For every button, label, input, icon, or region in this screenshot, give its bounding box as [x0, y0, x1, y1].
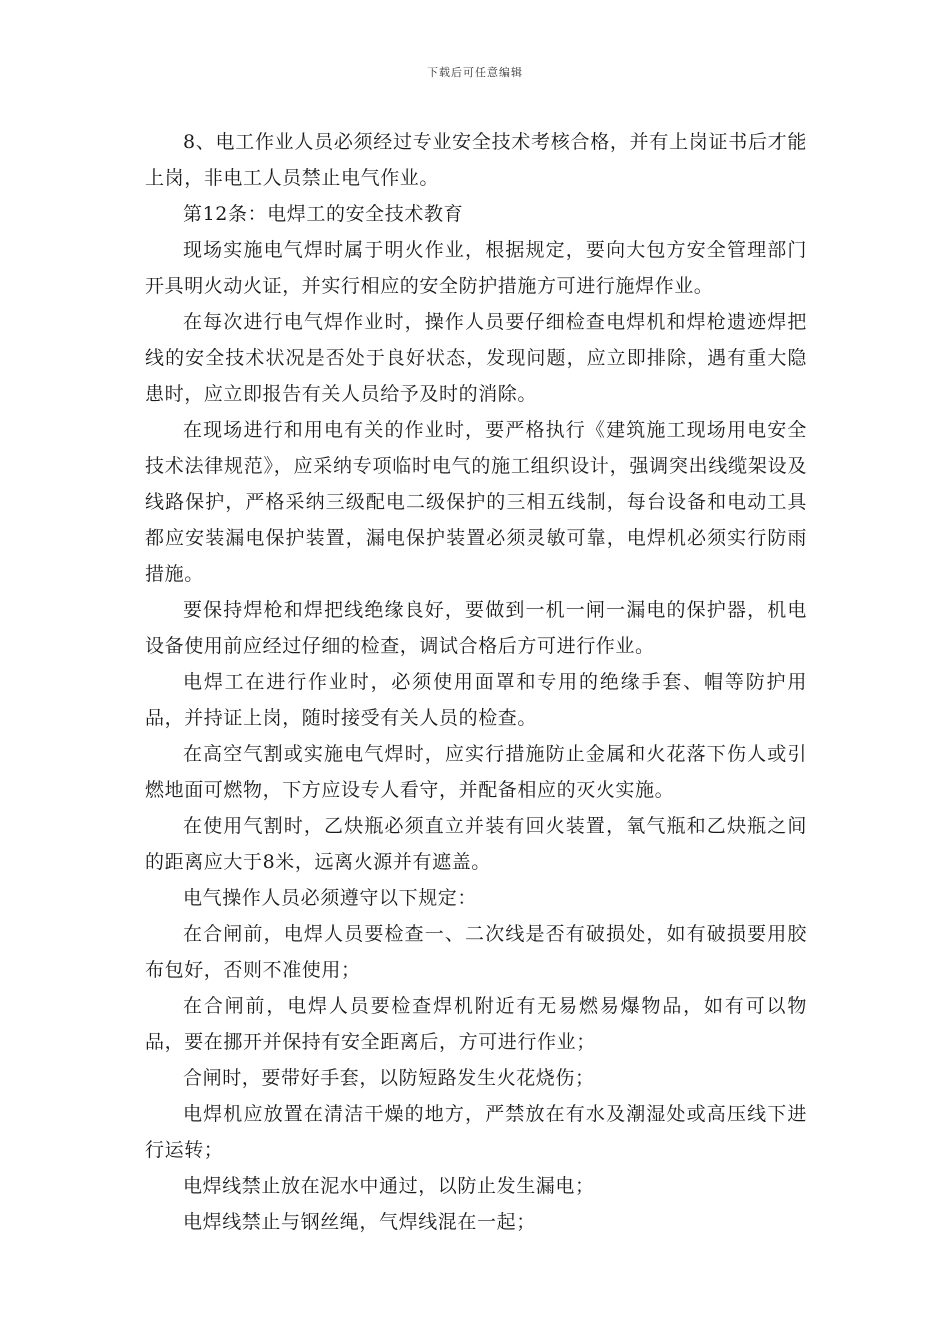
paragraph: 电气操作人员必须遵守以下规定：	[183, 887, 478, 909]
document-body	[145, 124, 807, 1240]
paragraph: 在使用气割时，乙炔瓶必须直立并装有回火装置，氧气瓶和乙炔瓶之间的距离应大于8米，远离火源并有遮盖。	[145, 815, 807, 873]
paragraph: 电焊线禁止与钢丝绳，气焊线混在一起；	[183, 1211, 536, 1233]
section-heading: 第12条：电焊工的安全技术教育	[183, 203, 464, 225]
page-header: 下载后可任意编辑	[427, 66, 523, 79]
paragraph: 8、电工作业人员必须经过专业安全技术考核合格，并有上岗证书后才能上岗，非电工人员禁止电气作业。	[145, 131, 807, 189]
paragraph: 在高空气割或实施电气焊时，应实行措施防止金属和火花落下伤人或引燃地面可燃物，下方应设专人看守，并配备相应的灭火实施。	[145, 743, 807, 801]
paragraph: 在合闸前，电焊人员要检查一、二次线是否有破损处，如有破损要用胶布包好，否则不准使用；	[145, 923, 807, 981]
paragraph: 电焊机应放置在清洁干燥的地方，严禁放在有水及潮湿处或高压线下进行运转；	[145, 1103, 807, 1161]
paragraph: 合闸时，要带好手套，以防短路发生火花烧伤；	[183, 1067, 595, 1089]
paragraph: 电焊线禁止放在泥水中通过，以防止发生漏电；	[183, 1175, 595, 1197]
paragraph: 要保持焊枪和焊把线绝缘良好，要做到一机一闸一漏电的保护器，机电设备使用前应经过仔细的检查，调试合格后方可进行作业。	[145, 599, 807, 657]
paragraph: 在每次进行电气焊作业时，操作人员要仔细检查电焊机和焊枪遗迹焊把线的安全技术状况是否处于良好状态，发现问题，应立即排除，遇有重大隐患时，应立即报告有关人员给予及时的消除。	[145, 311, 807, 405]
paragraph: 电焊工在进行作业时，必须使用面罩和专用的绝缘手套、帽等防护用品，并持证上岗，随时接受有关人员的检查。	[145, 671, 807, 729]
paragraph: 现场实施电气焊时属于明火作业，根据规定，要向大包方安全管理部门开具明火动火证，并实行相应的安全防护措施方可进行施焊作业。	[145, 239, 807, 297]
paragraph: 在现场进行和用电有关的作业时，要严格执行《建筑施工现场用电安全技术法律规范》，应采纳专项临时电气的施工组织设计，强调突出线缆架设及线路保护，严格采纳三级配电二级保护的三相五线制，每台设备和电动工具都应安装漏电保护装置，漏电保护装置必须灵敏可靠，电焊机必须实行防雨措施。	[145, 419, 807, 585]
paragraph: 在合闸前，电焊人员要检查焊机附近有无易燃易爆物品，如有可以物品，要在挪开并保持有安全距离后，方可进行作业；	[145, 995, 807, 1053]
